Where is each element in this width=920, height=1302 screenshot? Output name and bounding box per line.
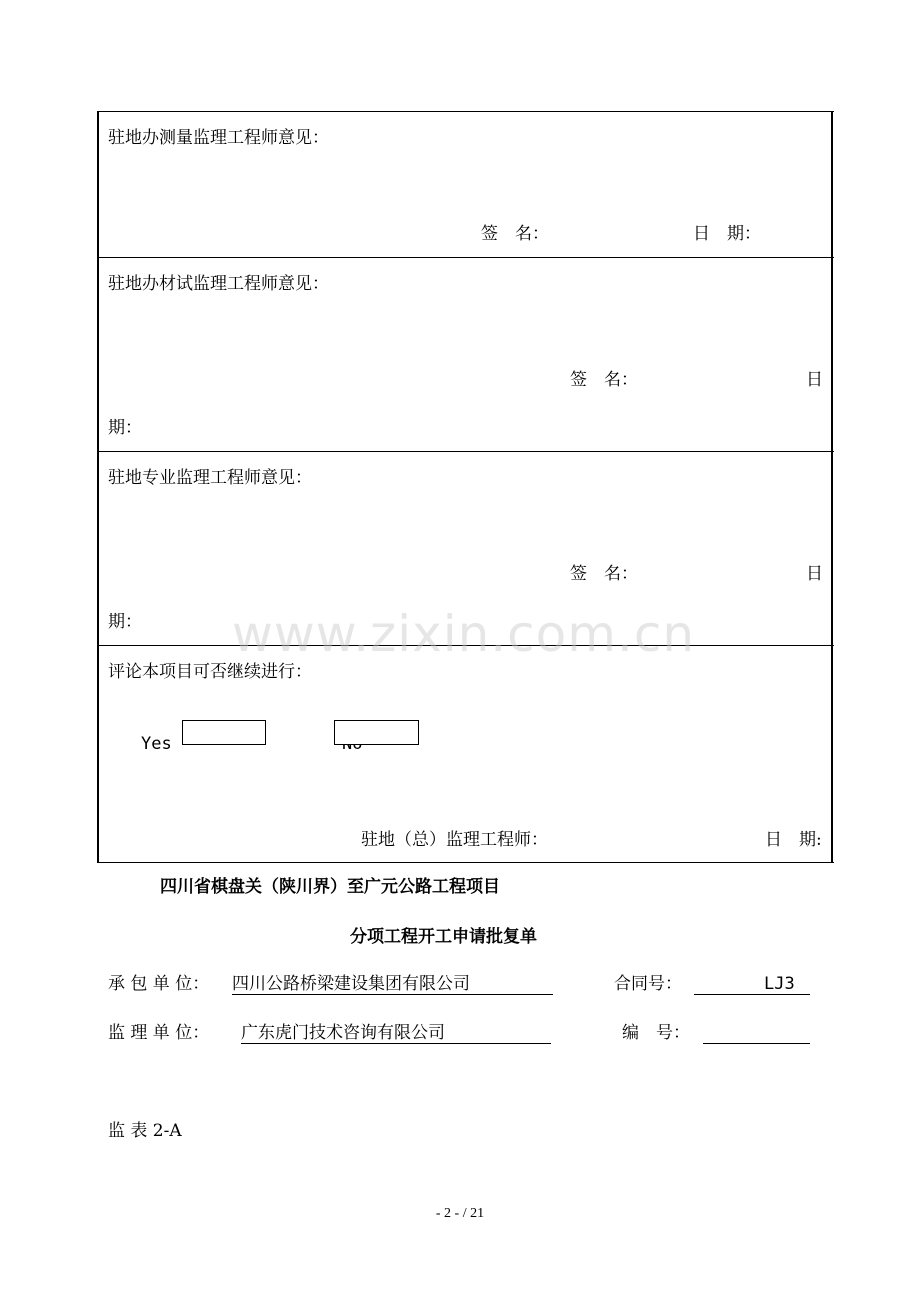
material-opinion-label: 驻地办材试监理工程师意见：	[108, 274, 329, 294]
specialty-date-char1: 日	[806, 564, 823, 584]
supervisor-value: 广东虎门技术咨询有限公司	[241, 1023, 445, 1043]
table-bottom-border	[97, 862, 834, 863]
page-number: - 2 - / 21	[435, 1206, 485, 1221]
row-divider-1	[97, 257, 834, 258]
supervisor-label: 监 理 单 位：	[108, 1023, 210, 1043]
contractor-underline	[232, 994, 553, 995]
survey-sign-label: 签 名：	[481, 224, 549, 244]
contractor-value: 四川公路桥梁建设集团有限公司	[232, 974, 470, 994]
serial-no-underline	[703, 1043, 810, 1044]
material-date-char1: 日	[806, 370, 823, 390]
continue-review-label: 评论本项目可否继续进行：	[108, 662, 312, 682]
contract-no-label: 合同号：	[614, 974, 682, 994]
form-code: 监 表 2-A	[108, 1121, 182, 1141]
form-title: 分项工程开工申请批复单	[350, 927, 537, 947]
table-top-border	[97, 111, 834, 112]
survey-date-label: 日 期：	[693, 224, 761, 244]
material-date-char2: 期：	[108, 418, 142, 438]
engineer-sign-label: 驻地（总）监理工程师：	[361, 830, 548, 850]
project-title: 四川省棋盘关（陕川界）至广元公路工程项目	[160, 877, 500, 897]
survey-opinion-label: 驻地办测量监理工程师意见：	[108, 128, 329, 148]
contractor-label: 承 包 单 位：	[108, 974, 210, 994]
row-divider-2	[97, 451, 834, 452]
specialty-opinion-label: 驻地专业监理工程师意见：	[108, 468, 312, 488]
specialty-date-char2: 期：	[108, 612, 142, 632]
table-right-border	[831, 111, 833, 863]
specialty-sign-label: 签 名：	[570, 564, 638, 584]
watermark: www.zixin.com.cn	[232, 605, 696, 663]
material-sign-label: 签 名：	[570, 370, 638, 390]
contract-no-value: LJ3	[764, 974, 795, 994]
table-left-border	[97, 111, 99, 863]
yes-checkbox[interactable]	[182, 720, 266, 745]
engineer-date-label: 日 期:	[765, 830, 822, 850]
no-checkbox[interactable]	[334, 720, 419, 745]
serial-no-label: 编 号：	[622, 1023, 690, 1043]
yes-label: Yes	[141, 734, 172, 754]
supervisor-underline	[241, 1043, 551, 1044]
contract-no-underline	[694, 994, 810, 995]
